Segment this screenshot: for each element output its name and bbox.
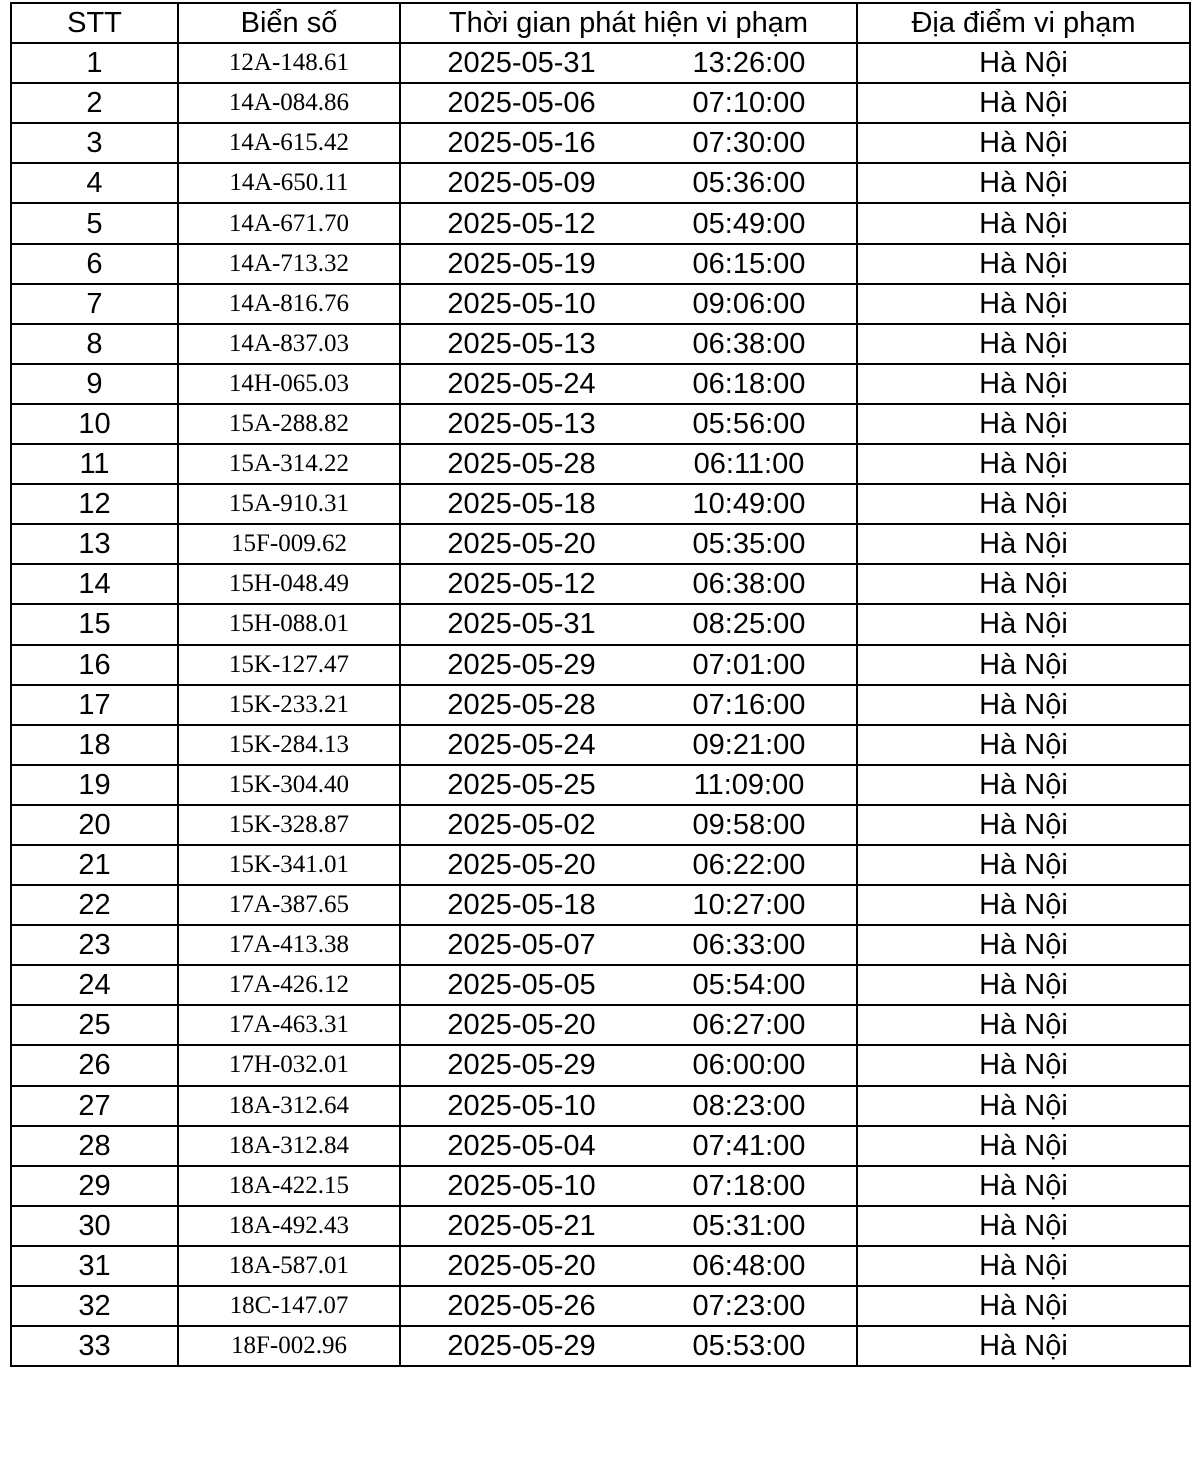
cell-stt: 20 — [11, 805, 178, 845]
table-row — [11, 1286, 1190, 1326]
cell-stt: 2 — [11, 83, 178, 123]
cell-plate: 18C-147.07 — [178, 1286, 400, 1326]
cell-plate: 18A-312.64 — [178, 1086, 400, 1126]
cell-time: 08:25:00 — [642, 604, 857, 644]
table-row — [11, 83, 1190, 123]
cell-stt: 25 — [11, 1005, 178, 1045]
table-row — [11, 444, 1190, 484]
cell-time: 06:18:00 — [642, 364, 857, 404]
table-row — [11, 765, 1190, 805]
cell-stt: 23 — [11, 925, 178, 965]
cell-date: 2025-05-31 — [400, 604, 642, 644]
cell-time: 09:58:00 — [642, 805, 857, 845]
cell-plate: 15K-304.40 — [178, 765, 400, 805]
cell-time: 11:09:00 — [642, 765, 857, 805]
header-detection-time: Thời gian phát hiện vi phạm — [400, 3, 857, 43]
cell-date: 2025-05-13 — [400, 404, 642, 444]
cell-stt: 19 — [11, 765, 178, 805]
cell-location: Hà Nội — [857, 645, 1190, 685]
cell-plate: 17A-387.65 — [178, 885, 400, 925]
cell-stt: 30 — [11, 1206, 178, 1246]
cell-date: 2025-05-29 — [400, 1045, 642, 1085]
cell-location: Hà Nội — [857, 1126, 1190, 1166]
cell-time: 06:22:00 — [642, 845, 857, 885]
cell-time: 06:11:00 — [642, 444, 857, 484]
cell-location: Hà Nội — [857, 1086, 1190, 1126]
cell-plate: 17A-463.31 — [178, 1005, 400, 1045]
cell-stt: 32 — [11, 1286, 178, 1326]
cell-time: 07:10:00 — [642, 83, 857, 123]
cell-time: 05:49:00 — [642, 203, 857, 243]
cell-plate: 15F-009.62 — [178, 524, 400, 564]
header-stt: STT — [11, 3, 178, 43]
cell-date: 2025-05-09 — [400, 163, 642, 203]
cell-location: Hà Nội — [857, 123, 1190, 163]
cell-location: Hà Nội — [857, 404, 1190, 444]
cell-time: 10:27:00 — [642, 885, 857, 925]
cell-time: 07:18:00 — [642, 1166, 857, 1206]
cell-stt: 21 — [11, 845, 178, 885]
cell-location: Hà Nội — [857, 725, 1190, 765]
cell-date: 2025-05-10 — [400, 1086, 642, 1126]
cell-location: Hà Nội — [857, 83, 1190, 123]
cell-time: 05:36:00 — [642, 163, 857, 203]
cell-stt: 13 — [11, 524, 178, 564]
cell-plate: 17A-426.12 — [178, 965, 400, 1005]
cell-location: Hà Nội — [857, 564, 1190, 604]
table-row — [11, 965, 1190, 1005]
cell-location: Hà Nội — [857, 1206, 1190, 1246]
cell-stt: 8 — [11, 324, 178, 364]
cell-stt: 28 — [11, 1126, 178, 1166]
cell-plate: 15K-233.21 — [178, 685, 400, 725]
cell-stt: 9 — [11, 364, 178, 404]
cell-date: 2025-05-12 — [400, 564, 642, 604]
violations-table — [10, 2, 1191, 1367]
table-row — [11, 1126, 1190, 1166]
table-row — [11, 645, 1190, 685]
cell-time: 06:38:00 — [642, 324, 857, 364]
cell-time: 05:56:00 — [642, 404, 857, 444]
cell-time: 06:00:00 — [642, 1045, 857, 1085]
table-row — [11, 524, 1190, 564]
cell-stt: 15 — [11, 604, 178, 644]
cell-stt: 17 — [11, 685, 178, 725]
cell-location: Hà Nội — [857, 244, 1190, 284]
cell-plate: 18F-002.96 — [178, 1326, 400, 1366]
cell-location: Hà Nội — [857, 163, 1190, 203]
cell-date: 2025-05-02 — [400, 805, 642, 845]
table-row — [11, 604, 1190, 644]
cell-date: 2025-05-24 — [400, 725, 642, 765]
table-row — [11, 564, 1190, 604]
cell-location: Hà Nội — [857, 203, 1190, 243]
cell-location: Hà Nội — [857, 604, 1190, 644]
table-row — [11, 685, 1190, 725]
cell-plate: 14A-615.42 — [178, 123, 400, 163]
cell-stt: 31 — [11, 1246, 178, 1286]
cell-stt: 5 — [11, 203, 178, 243]
cell-date: 2025-05-10 — [400, 1166, 642, 1206]
cell-date: 2025-05-13 — [400, 324, 642, 364]
table-row — [11, 324, 1190, 364]
cell-plate: 14A-816.76 — [178, 284, 400, 324]
cell-stt: 27 — [11, 1086, 178, 1126]
cell-stt: 12 — [11, 484, 178, 524]
cell-time: 06:15:00 — [642, 244, 857, 284]
cell-date: 2025-05-20 — [400, 524, 642, 564]
cell-location: Hà Nội — [857, 1005, 1190, 1045]
cell-stt: 22 — [11, 885, 178, 925]
cell-plate: 18A-312.84 — [178, 1126, 400, 1166]
header-row — [11, 3, 1190, 43]
table-row — [11, 244, 1190, 284]
table-row — [11, 163, 1190, 203]
cell-plate: 14A-713.32 — [178, 244, 400, 284]
cell-location: Hà Nội — [857, 965, 1190, 1005]
cell-plate: 14A-837.03 — [178, 324, 400, 364]
cell-plate: 18A-587.01 — [178, 1246, 400, 1286]
cell-date: 2025-05-16 — [400, 123, 642, 163]
cell-date: 2025-05-29 — [400, 645, 642, 685]
cell-time: 07:01:00 — [642, 645, 857, 685]
cell-plate: 17A-413.38 — [178, 925, 400, 965]
cell-time: 07:23:00 — [642, 1286, 857, 1326]
cell-location: Hà Nội — [857, 324, 1190, 364]
table-row — [11, 805, 1190, 845]
cell-time: 08:23:00 — [642, 1086, 857, 1126]
cell-stt: 26 — [11, 1045, 178, 1085]
cell-location: Hà Nội — [857, 685, 1190, 725]
cell-location: Hà Nội — [857, 845, 1190, 885]
table-row — [11, 1206, 1190, 1246]
cell-time: 05:54:00 — [642, 965, 857, 1005]
cell-location: Hà Nội — [857, 1166, 1190, 1206]
cell-time: 06:48:00 — [642, 1246, 857, 1286]
cell-time: 06:38:00 — [642, 564, 857, 604]
table-body — [11, 43, 1190, 1366]
cell-location: Hà Nội — [857, 885, 1190, 925]
table-row — [11, 845, 1190, 885]
table-row — [11, 1326, 1190, 1366]
table-row — [11, 1246, 1190, 1286]
cell-date: 2025-05-25 — [400, 765, 642, 805]
header-plate: Biển số — [178, 3, 400, 43]
cell-location: Hà Nội — [857, 1286, 1190, 1326]
cell-plate: 15H-048.49 — [178, 564, 400, 604]
cell-stt: 24 — [11, 965, 178, 1005]
cell-time: 09:06:00 — [642, 284, 857, 324]
table-row — [11, 1086, 1190, 1126]
cell-date: 2025-05-21 — [400, 1206, 642, 1246]
table-row — [11, 1166, 1190, 1206]
cell-time: 07:16:00 — [642, 685, 857, 725]
cell-stt: 7 — [11, 284, 178, 324]
cell-plate: 12A-148.61 — [178, 43, 400, 83]
cell-plate: 15K-341.01 — [178, 845, 400, 885]
table-row — [11, 404, 1190, 444]
table-row — [11, 364, 1190, 404]
table-row — [11, 885, 1190, 925]
header-location: Địa điểm vi phạm — [857, 3, 1190, 43]
cell-date: 2025-05-07 — [400, 925, 642, 965]
cell-plate: 17H-032.01 — [178, 1045, 400, 1085]
cell-time: 05:31:00 — [642, 1206, 857, 1246]
cell-location: Hà Nội — [857, 484, 1190, 524]
cell-location: Hà Nội — [857, 524, 1190, 564]
cell-plate: 18A-492.43 — [178, 1206, 400, 1246]
cell-location: Hà Nội — [857, 1246, 1190, 1286]
cell-stt: 6 — [11, 244, 178, 284]
cell-plate: 15K-127.47 — [178, 645, 400, 685]
cell-time: 09:21:00 — [642, 725, 857, 765]
cell-time: 06:27:00 — [642, 1005, 857, 1045]
cell-plate: 14A-650.11 — [178, 163, 400, 203]
cell-location: Hà Nội — [857, 284, 1190, 324]
cell-plate: 18A-422.15 — [178, 1166, 400, 1206]
cell-plate: 15A-288.82 — [178, 404, 400, 444]
table-row — [11, 284, 1190, 324]
table-row — [11, 725, 1190, 765]
cell-location: Hà Nội — [857, 444, 1190, 484]
cell-location: Hà Nội — [857, 765, 1190, 805]
cell-plate: 15A-314.22 — [178, 444, 400, 484]
cell-location: Hà Nội — [857, 1045, 1190, 1085]
cell-date: 2025-05-12 — [400, 203, 642, 243]
cell-date: 2025-05-19 — [400, 244, 642, 284]
cell-date: 2025-05-31 — [400, 43, 642, 83]
cell-location: Hà Nội — [857, 805, 1190, 845]
cell-plate: 15A-910.31 — [178, 484, 400, 524]
cell-location: Hà Nội — [857, 1326, 1190, 1366]
cell-plate: 14A-671.70 — [178, 203, 400, 243]
cell-time: 13:26:00 — [642, 43, 857, 83]
cell-date: 2025-05-18 — [400, 885, 642, 925]
cell-date: 2025-05-28 — [400, 444, 642, 484]
cell-stt: 11 — [11, 444, 178, 484]
table-row — [11, 123, 1190, 163]
table-row — [11, 925, 1190, 965]
table-row — [11, 484, 1190, 524]
table-row — [11, 1045, 1190, 1085]
table-row — [11, 43, 1190, 83]
cell-plate: 15K-328.87 — [178, 805, 400, 845]
cell-date: 2025-05-06 — [400, 83, 642, 123]
cell-date: 2025-05-20 — [400, 1005, 642, 1045]
cell-stt: 33 — [11, 1326, 178, 1366]
cell-date: 2025-05-04 — [400, 1126, 642, 1166]
cell-stt: 29 — [11, 1166, 178, 1206]
cell-plate: 15K-284.13 — [178, 725, 400, 765]
cell-plate: 15H-088.01 — [178, 604, 400, 644]
table-row — [11, 1005, 1190, 1045]
cell-date: 2025-05-10 — [400, 284, 642, 324]
cell-date: 2025-05-28 — [400, 685, 642, 725]
cell-date: 2025-05-26 — [400, 1286, 642, 1326]
cell-date: 2025-05-18 — [400, 484, 642, 524]
cell-plate: 14H-065.03 — [178, 364, 400, 404]
cell-time: 06:33:00 — [642, 925, 857, 965]
cell-location: Hà Nội — [857, 925, 1190, 965]
table-row — [11, 203, 1190, 243]
cell-stt: 10 — [11, 404, 178, 444]
cell-time: 05:53:00 — [642, 1326, 857, 1366]
cell-date: 2025-05-20 — [400, 1246, 642, 1286]
cell-time: 07:41:00 — [642, 1126, 857, 1166]
cell-location: Hà Nội — [857, 364, 1190, 404]
cell-stt: 1 — [11, 43, 178, 83]
cell-date: 2025-05-05 — [400, 965, 642, 1005]
cell-time: 10:49:00 — [642, 484, 857, 524]
cell-stt: 4 — [11, 163, 178, 203]
cell-date: 2025-05-24 — [400, 364, 642, 404]
cell-date: 2025-05-29 — [400, 1326, 642, 1366]
cell-stt: 3 — [11, 123, 178, 163]
cell-plate: 14A-084.86 — [178, 83, 400, 123]
cell-stt: 18 — [11, 725, 178, 765]
cell-date: 2025-05-20 — [400, 845, 642, 885]
cell-time: 05:35:00 — [642, 524, 857, 564]
cell-time: 07:30:00 — [642, 123, 857, 163]
cell-location: Hà Nội — [857, 43, 1190, 83]
cell-stt: 16 — [11, 645, 178, 685]
cell-stt: 14 — [11, 564, 178, 604]
